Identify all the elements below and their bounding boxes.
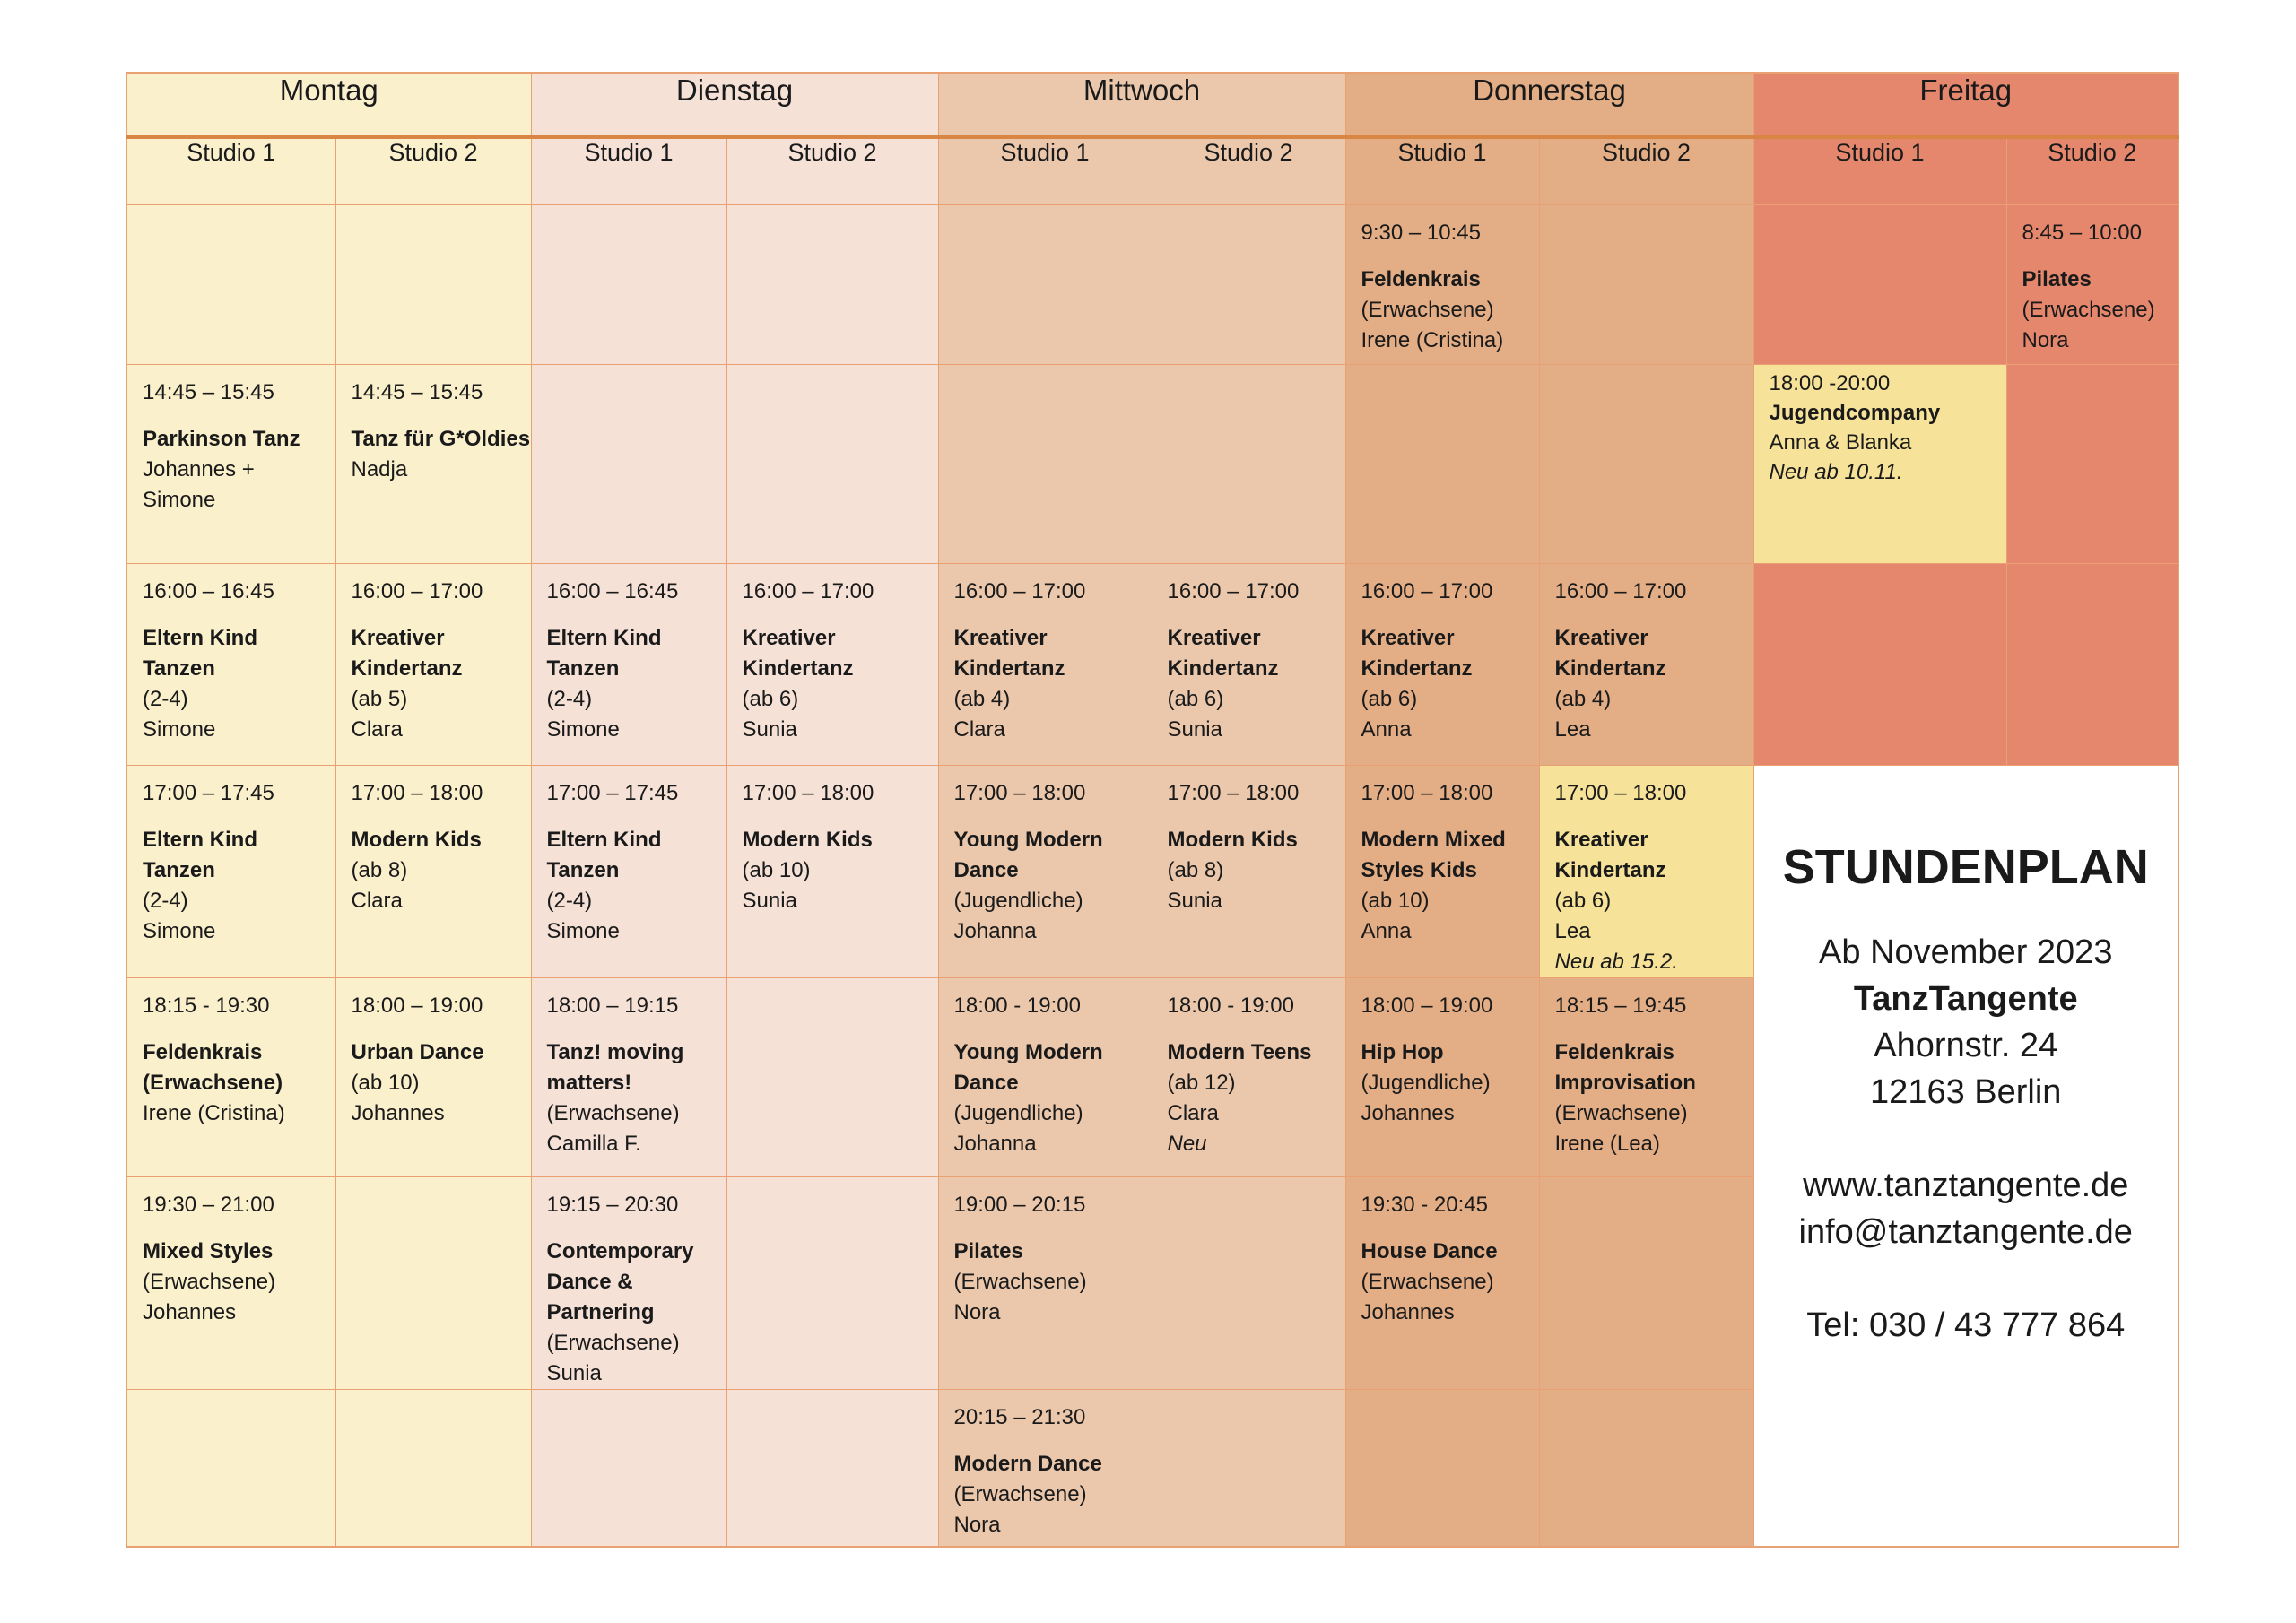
empty-slot: [1539, 1390, 1753, 1547]
class-detail: (2-4): [546, 687, 593, 711]
valid-since: Ab November 2023: [1819, 933, 2113, 971]
empty-slot: [2006, 365, 2179, 564]
class-detail: (Erwachsene): [1554, 1101, 1688, 1125]
class-note: Neu ab 15.2.: [1554, 950, 1678, 974]
empty-slot: [1152, 1390, 1345, 1547]
class-detail: (Jugendliche): [1361, 1071, 1491, 1095]
class-detail: Simone: [143, 717, 216, 742]
class-title: Eltern Kind Tanzen: [143, 828, 258, 882]
class-slot: [1753, 365, 2006, 564]
class-note: Neu ab 10.11.: [1769, 460, 1903, 484]
empty-slot: [531, 205, 726, 365]
class-slot: [1345, 1177, 1539, 1390]
class-time: 8:45 – 10:00: [2022, 221, 2142, 245]
class-title: Contemporary Dance & Partnering: [546, 1239, 694, 1324]
class-detail: (Jugendliche): [953, 889, 1083, 913]
class-slot: [938, 1177, 1152, 1390]
phone-number: Tel: 030 / 43 777 864: [1806, 1306, 2126, 1344]
class-detail: Johannes: [351, 1101, 445, 1125]
class-time: 16:00 – 17:00: [351, 579, 483, 603]
class-time: 17:00 – 18:00: [351, 781, 483, 805]
class-time: 17:00 – 18:00: [953, 781, 1086, 805]
class-detail: Johannes: [143, 1300, 237, 1324]
empty-slot: [335, 1177, 531, 1390]
class-detail: (2-4): [143, 889, 188, 913]
class-detail: Johanna: [953, 919, 1037, 943]
class-slot: [126, 978, 335, 1177]
class-time: 18:00 - 19:00: [953, 994, 1081, 1018]
class-detail: (2-4): [143, 687, 188, 711]
class-detail: Clara: [1167, 1101, 1219, 1125]
class-title: Kreativer Kindertanz: [351, 626, 463, 681]
class-time: 14:45 – 15:45: [143, 380, 274, 404]
class-title: Tanz für G*Oldies: [351, 427, 531, 451]
empty-slot: [1152, 365, 1345, 564]
class-slot: [126, 1177, 335, 1390]
class-time: 18:15 - 19:30: [143, 994, 270, 1018]
class-detail: (Erwachsene): [1361, 298, 1494, 322]
empty-slot: [726, 1177, 938, 1390]
class-detail: (Erwachsene): [1361, 1270, 1494, 1294]
empty-slot: [726, 365, 938, 564]
website-link[interactable]: www.tanztangente.de: [1803, 1167, 2129, 1204]
class-detail: (ab 10): [351, 1071, 420, 1095]
class-title: Hip Hop: [1361, 1040, 1444, 1064]
empty-slot: [1152, 205, 1345, 365]
class-title: Feldenkrais: [1361, 267, 1481, 291]
class-slot: [126, 564, 335, 766]
studio-header: Studio 1: [1753, 137, 2006, 205]
class-detail: Clara: [351, 717, 403, 742]
empty-slot: [335, 205, 531, 365]
class-detail: Sunia: [742, 889, 797, 913]
class-detail: Anna: [1361, 717, 1412, 742]
class-time: 19:30 – 21:00: [143, 1193, 274, 1217]
day-header-freitag: Freitag: [1753, 73, 2179, 137]
class-slot: [1345, 766, 1539, 978]
class-slot: [938, 766, 1152, 978]
class-title: Young Modern Dance: [953, 1040, 1103, 1095]
class-title: Modern Teens: [1167, 1040, 1312, 1064]
class-time: 16:00 – 17:00: [742, 579, 874, 603]
class-time: 19:30 - 20:45: [1361, 1193, 1488, 1217]
empty-slot: [1152, 1177, 1345, 1390]
class-title: Young Modern Dance: [953, 828, 1103, 882]
class-detail: (2-4): [546, 889, 593, 913]
class-slot: [1345, 978, 1539, 1177]
class-detail: Irene (Cristina): [1361, 328, 1504, 352]
class-detail: Johannes: [1361, 1300, 1455, 1324]
empty-slot: [1539, 1177, 1753, 1390]
class-detail: Camilla F.: [546, 1132, 641, 1156]
class-detail: Sunia: [1167, 717, 1222, 742]
day-header-dienstag: Dienstag: [531, 73, 938, 137]
class-detail: (ab 6): [742, 687, 799, 711]
class-title: Modern Mixed Styles Kids: [1361, 828, 1506, 882]
class-detail: (Erwachsene): [2022, 298, 2155, 322]
studio-header: Studio 2: [1152, 137, 1345, 205]
studio-header: Studio 2: [1539, 137, 1753, 205]
class-detail: (ab 5): [351, 687, 408, 711]
class-slot: [126, 766, 335, 978]
class-detail: Nora: [2022, 328, 2069, 352]
class-slot: [1152, 766, 1345, 978]
empty-slot: [1539, 205, 1753, 365]
class-detail: Nora: [953, 1300, 1001, 1324]
class-detail: (Erwachsene): [143, 1270, 276, 1294]
class-slot: [938, 1390, 1152, 1547]
class-slot: [1345, 564, 1539, 766]
class-detail: Irene (Lea): [1554, 1132, 1660, 1156]
class-time: 18:00 -20:00: [1769, 371, 1891, 395]
class-title: Kreativer Kindertanz: [1167, 626, 1279, 681]
class-time: 17:00 – 17:45: [143, 781, 274, 805]
class-slot: [1152, 564, 1345, 766]
class-detail: Lea: [1554, 717, 1591, 742]
class-slot: [531, 978, 726, 1177]
class-detail: Simone: [546, 919, 620, 943]
day-header-mittwoch: Mittwoch: [938, 73, 1345, 137]
email-link[interactable]: info@tanztangente.de: [1798, 1213, 2133, 1251]
class-time: 17:00 – 18:00: [1361, 781, 1493, 805]
class-slot: [1539, 766, 1753, 978]
class-title: Modern Dance: [953, 1452, 1102, 1476]
class-title: Pilates: [2022, 267, 2092, 291]
class-title: Kreativer Kindertanz: [1554, 828, 1666, 882]
street-address: Ahornstr. 24: [1874, 1027, 2058, 1064]
class-detail: (Erwachsene): [546, 1331, 680, 1355]
empty-slot: [1753, 564, 2006, 766]
class-title: Kreativer Kindertanz: [1361, 626, 1473, 681]
class-title: Kreativer Kindertanz: [742, 626, 854, 681]
class-detail: Anna & Blanka: [1769, 430, 1912, 455]
class-time: 18:00 – 19:00: [1361, 994, 1493, 1018]
class-detail: Sunia: [742, 717, 797, 742]
class-time: 17:00 – 18:00: [1167, 781, 1300, 805]
class-time: 17:00 – 18:00: [742, 781, 874, 805]
class-title: Modern Kids: [351, 828, 482, 852]
studio-header: Studio 1: [531, 137, 726, 205]
empty-slot: [1753, 205, 2006, 365]
class-slot: [726, 564, 938, 766]
class-slot: [938, 978, 1152, 1177]
empty-slot: [726, 1390, 938, 1547]
class-detail: (ab 4): [1554, 687, 1612, 711]
class-title: House Dance: [1361, 1239, 1498, 1263]
empty-slot: [726, 978, 938, 1177]
class-title: Modern Kids: [1167, 828, 1298, 852]
class-slot: [531, 766, 726, 978]
class-time: 18:00 - 19:00: [1167, 994, 1294, 1018]
class-slot: [1152, 978, 1345, 1177]
class-slot: [335, 564, 531, 766]
class-title: Pilates: [953, 1239, 1023, 1263]
city-address: 12163 Berlin: [1870, 1073, 2062, 1111]
studio-header: Studio 1: [938, 137, 1152, 205]
empty-slot: [126, 205, 335, 365]
class-title: Modern Kids: [742, 828, 873, 852]
class-detail: (ab 10): [1361, 889, 1430, 913]
class-detail: (ab 10): [742, 858, 811, 882]
studio-header: Studio 1: [126, 137, 335, 205]
class-detail: Simone: [143, 919, 216, 943]
class-time: 17:00 – 18:00: [1554, 781, 1687, 805]
class-time: 18:00 – 19:15: [546, 994, 679, 1018]
class-detail: Simone: [546, 717, 620, 742]
class-detail: (ab 12): [1167, 1071, 1236, 1095]
class-time: 16:00 – 17:00: [1554, 579, 1687, 603]
class-time: 19:15 – 20:30: [546, 1193, 679, 1217]
class-title: Feldenkrais Improvisation: [1554, 1040, 1696, 1095]
class-detail: Clara: [953, 717, 1005, 742]
class-title: Kreativer Kindertanz: [953, 626, 1065, 681]
class-title: Mixed Styles: [143, 1239, 274, 1263]
day-header-montag: Montag: [126, 73, 531, 137]
class-detail: (ab 4): [953, 687, 1011, 711]
studio-name: TanzTangente: [1853, 980, 2078, 1018]
empty-slot: [2006, 564, 2179, 766]
empty-slot: [531, 1390, 726, 1547]
class-note: Neu: [1167, 1132, 1207, 1156]
class-title: Parkinson Tanz: [143, 427, 300, 451]
class-detail: (Erwachsene): [546, 1101, 680, 1125]
class-time: 14:45 – 15:45: [351, 380, 483, 404]
class-slot: [1539, 564, 1753, 766]
empty-slot: [1345, 365, 1539, 564]
class-detail: Johannes +: [143, 457, 255, 482]
class-slot: [531, 564, 726, 766]
class-time: 16:00 – 17:00: [1361, 579, 1493, 603]
class-time: 18:15 – 19:45: [1554, 994, 1687, 1018]
class-detail: (ab 6): [1167, 687, 1224, 711]
class-title: Eltern Kind Tanzen: [143, 626, 258, 681]
studio-header: Studio 2: [335, 137, 531, 205]
class-detail: (ab 6): [1361, 687, 1418, 711]
class-time: 16:00 – 17:00: [1167, 579, 1300, 603]
class-detail: Sunia: [546, 1361, 602, 1385]
empty-slot: [726, 205, 938, 365]
class-slot: [126, 365, 335, 564]
class-time: 20:15 – 21:30: [953, 1405, 1086, 1429]
class-title: Urban Dance: [351, 1040, 484, 1064]
class-slot: [938, 564, 1152, 766]
class-title: Eltern Kind Tanzen: [546, 828, 662, 882]
class-time: 9:30 – 10:45: [1361, 221, 1481, 245]
class-slot: [1345, 205, 1539, 365]
class-time: 19:00 – 20:15: [953, 1193, 1086, 1217]
class-detail: (ab 8): [351, 858, 408, 882]
class-time: 16:00 – 16:45: [546, 579, 679, 603]
empty-slot: [335, 1390, 531, 1547]
class-detail: (Jugendliche): [953, 1101, 1083, 1125]
class-slot: [335, 766, 531, 978]
class-slot: [335, 978, 531, 1177]
class-detail: Johannes: [1361, 1101, 1455, 1125]
class-detail: Anna: [1361, 919, 1412, 943]
class-slot: [335, 365, 531, 564]
schedule-title: STUNDENPLAN: [1782, 840, 2149, 894]
class-detail: Irene (Cristina): [143, 1101, 285, 1125]
empty-slot: [126, 1390, 335, 1547]
empty-slot: [938, 365, 1152, 564]
info-panel: [1753, 766, 2179, 1547]
class-detail: Clara: [351, 889, 403, 913]
class-title: Feldenkrais (Erwachsene): [143, 1040, 283, 1095]
class-detail: Sunia: [1167, 889, 1222, 913]
class-title: Kreativer Kindertanz: [1554, 626, 1666, 681]
class-detail: Nadja: [351, 457, 408, 482]
class-time: 16:00 – 16:45: [143, 579, 274, 603]
empty-slot: [1539, 365, 1753, 564]
class-detail: (Erwachsene): [953, 1482, 1087, 1506]
class-title: Tanz! moving matters!: [546, 1040, 684, 1095]
studio-header: Studio 2: [726, 137, 938, 205]
schedule-table: [126, 72, 2179, 1548]
class-slot: [2006, 205, 2179, 365]
class-slot: [726, 766, 938, 978]
class-time: 16:00 – 17:00: [953, 579, 1086, 603]
studio-header: Studio 2: [2006, 137, 2179, 205]
empty-slot: [938, 205, 1152, 365]
class-detail: (Erwachsene): [953, 1270, 1087, 1294]
class-detail: Simone: [143, 488, 216, 512]
class-detail: Nora: [953, 1513, 1001, 1537]
class-detail: (ab 8): [1167, 858, 1224, 882]
class-slot: [531, 1177, 726, 1390]
class-time: 18:00 – 19:00: [351, 994, 483, 1018]
studio-header: Studio 1: [1345, 137, 1539, 205]
class-title: Jugendcompany: [1769, 401, 1941, 425]
day-header-donnerstag: Donnerstag: [1345, 73, 1753, 137]
class-time: 17:00 – 17:45: [546, 781, 679, 805]
class-slot: [1539, 978, 1753, 1177]
class-title: Eltern Kind Tanzen: [546, 626, 662, 681]
empty-slot: [531, 365, 726, 564]
class-detail: (ab 6): [1554, 889, 1612, 913]
class-detail: Johanna: [953, 1132, 1037, 1156]
class-detail: Lea: [1554, 919, 1591, 943]
empty-slot: [1345, 1390, 1539, 1547]
